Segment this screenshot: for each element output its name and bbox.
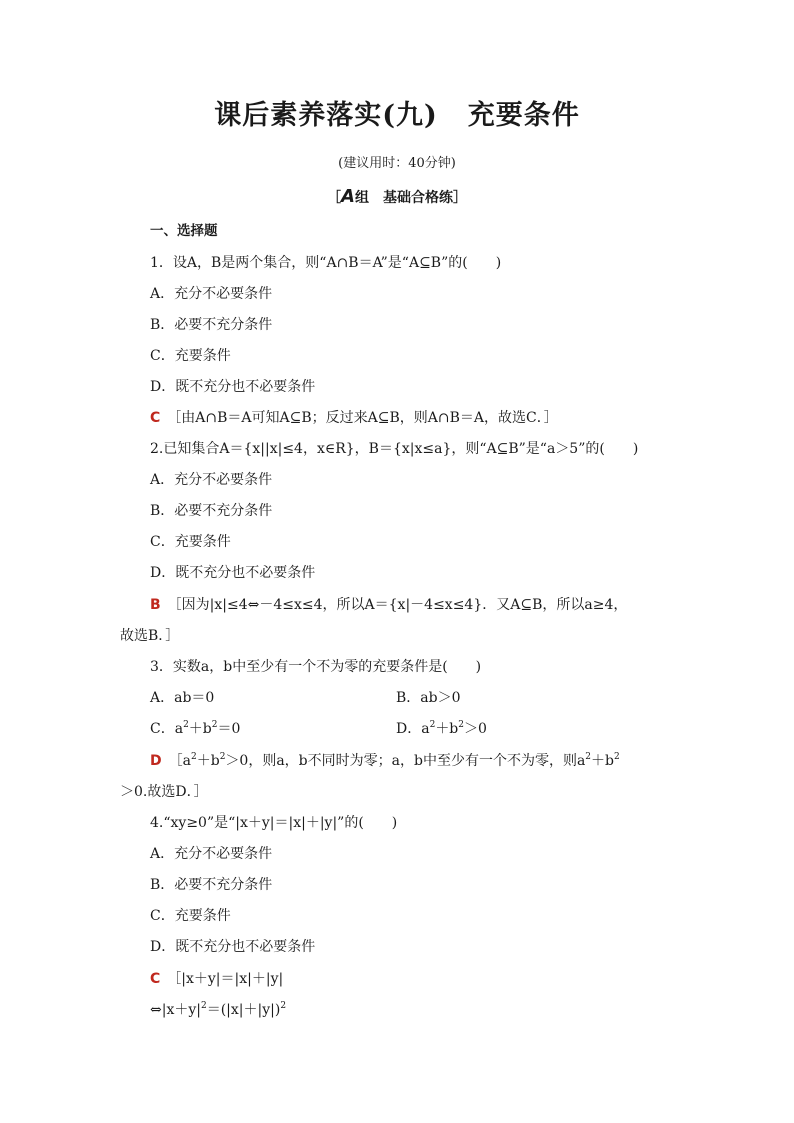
q1-option-c: C．充要条件 [150, 348, 231, 364]
q3-stem: 3．实数a，b中至少有一个不为零的充要条件是( ) [150, 659, 482, 675]
q3-option-d [396, 719, 487, 739]
q4-answer [150, 969, 283, 989]
q4-option-c: C．充要条件 [150, 908, 231, 924]
group-heading [0, 186, 794, 207]
q3-option-c-part2: ＋b [188, 721, 212, 737]
q4-explanation: ［|x＋y|＝|x|＋|y| [174, 971, 284, 987]
q2-stem: 2.已知集合A＝{x||x|≤4，x∈R}，B＝{x|x≤a}，则“A⊆B”是“a＞5”的( ) [150, 441, 639, 457]
group-label: 组 基础合格练 [354, 190, 453, 206]
q4-step-part1: ⇔|x＋y| [150, 1002, 201, 1018]
q2-option-b: B．必要不充分条件 [150, 503, 273, 519]
superscript: 2 [280, 1001, 287, 1011]
q1-option-d: D．既不充分也不必要条件 [150, 379, 316, 395]
q1-stem: 1．设A，B是两个集合，则“A∩B＝A”是“A⊆B”的( ) [150, 255, 502, 271]
superscript: 2 [200, 1001, 207, 1011]
q3-explanation-part2: ＋b [196, 753, 220, 769]
q2-option-d: D．既不充分也不必要条件 [150, 565, 316, 581]
q1-option-b: B．必要不充分条件 [150, 317, 273, 333]
q3-option-c-part1: C．a [150, 721, 184, 737]
q4-option-d: D．既不充分也不必要条件 [150, 939, 316, 955]
q2-answer-letter: B [150, 597, 161, 613]
q3-explanation-part4: ＋b [591, 753, 614, 769]
superscript: 2 [190, 752, 197, 762]
q1-explanation: ［由A∩B＝A可知A⊆B；反过来A⊆B，则A∩B＝A，故选C．］ [174, 410, 558, 426]
q2-explanation-line1: ［因为|x|≤4⇔－4≤x≤4，所以A＝{x|－4≤x≤4}．又A⊆B，所以a≥4， [174, 597, 628, 613]
superscript: 2 [458, 720, 465, 730]
superscript: 2 [183, 720, 189, 730]
q1-answer [150, 408, 558, 428]
group-letter: A [341, 186, 355, 207]
q2-answer [150, 595, 627, 615]
suggested-time: (建议用时：40分钟) [338, 156, 456, 171]
q3-option-d-part1: D．a [396, 721, 430, 737]
q3-explanation-part1: ［a [175, 753, 191, 769]
q4-option-a: A．充分不必要条件 [150, 846, 273, 862]
q4-step [150, 1000, 286, 1020]
q3-explanation-line2: ＞0.故选D．］ [120, 784, 208, 800]
q3-option-a: A．ab＝0 [150, 690, 215, 706]
q2-option-a: A．充分不必要条件 [150, 472, 273, 488]
q3-option-b: B．ab＞0 [396, 690, 461, 706]
q3-explanation-part3: ＞0，则a，b不同时为零；a，b中至少有一个不为零，则a [225, 753, 586, 769]
q3-option-d-part2: ＋b [435, 721, 459, 737]
q1-answer-letter: C [150, 410, 161, 426]
q4-option-b: B．必要不充分条件 [150, 877, 273, 893]
title-topic: 充要条件 [467, 100, 580, 131]
title-main: 课后素养落实(九) [214, 100, 438, 131]
q2-explanation-line2: 故选B．］ [120, 628, 180, 644]
q2-option-c: C．充要条件 [150, 534, 231, 550]
superscript: 2 [585, 752, 592, 762]
section-heading: 一、选择题 [150, 223, 218, 239]
superscript: 2 [429, 720, 436, 730]
q1-option-a: A．充分不必要条件 [150, 286, 273, 302]
q3-answer [150, 751, 620, 771]
q4-step-part2: ＝(|x|＋|y|) [206, 1002, 281, 1018]
superscript: 2 [614, 752, 620, 762]
q3-option-d-part3: ＞0 [464, 721, 487, 737]
superscript: 2 [219, 752, 226, 762]
q4-answer-letter: C [150, 971, 161, 987]
superscript: 2 [211, 720, 218, 730]
bracket-left: ［ [327, 190, 342, 206]
q3-option-c [150, 719, 240, 739]
page-title [0, 96, 794, 136]
q3-answer-letter: D [150, 753, 162, 769]
bracket-right: ］ [452, 190, 467, 206]
q3-option-c-part3: ＝0 [217, 721, 241, 737]
q4-stem: 4.“xy≥0”是“|x＋y|＝|x|＋|y|”的( ) [150, 815, 398, 831]
